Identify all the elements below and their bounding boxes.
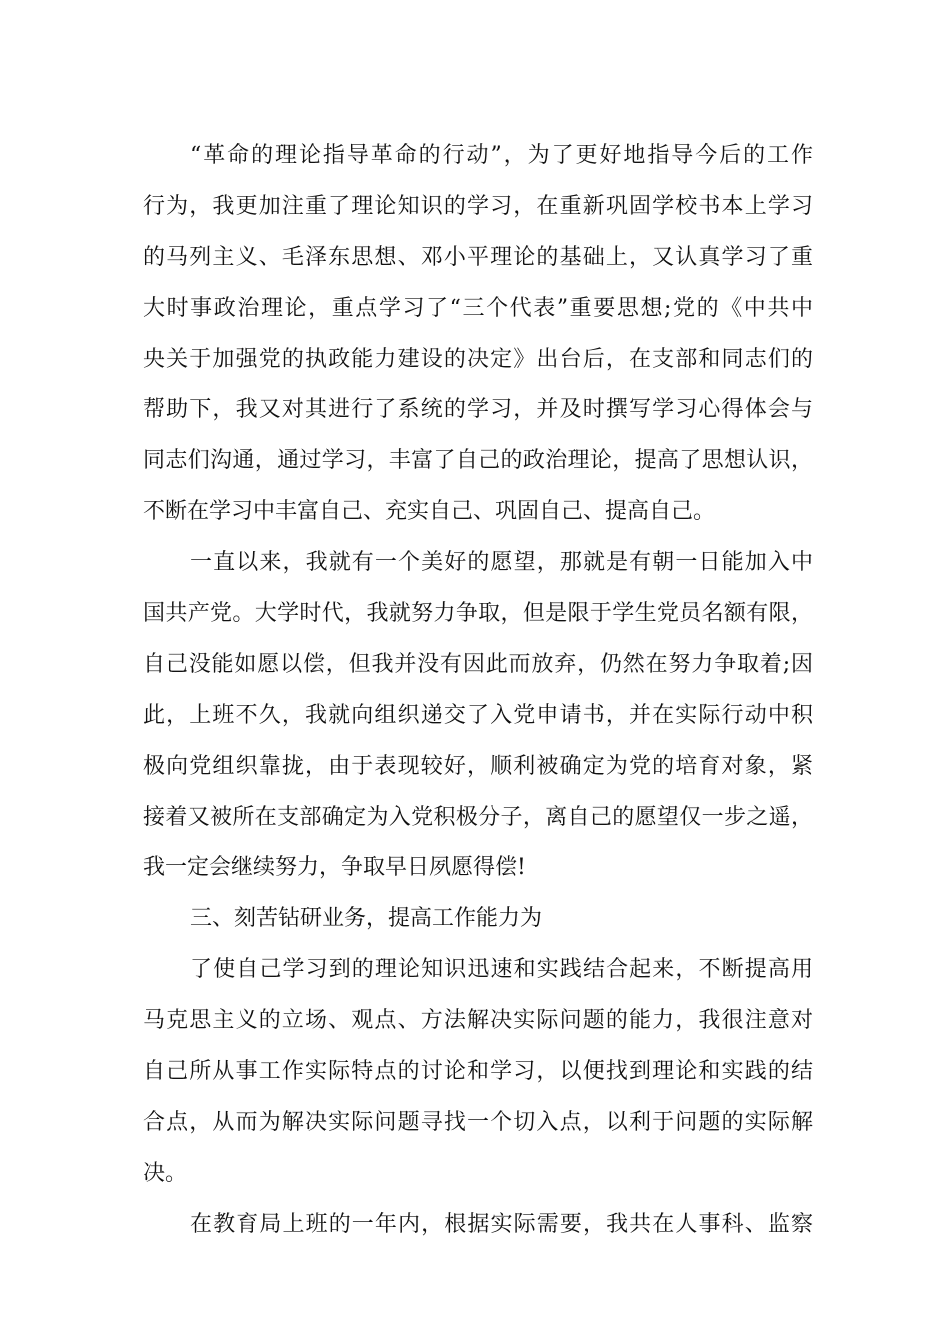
text-line: 了使自己学习到的理论知识迅速和实践结合起来，不断提高用	[190, 957, 813, 983]
text-line: 一直以来，我就有一个美好的愿望，那就是有朝一日能加入中	[190, 550, 813, 576]
document-body	[143, 131, 813, 1251]
text-line: 接着又被所在支部确定为入党积极分子，离自己的愿望仅一步之遥，	[143, 804, 813, 830]
text-line: 不断在学习中丰富自己、充实自己、巩固自己、提高自己。	[143, 499, 716, 525]
text-line: 行为，我更加注重了理论知识的学习，在重新巩固学校书本上学习	[143, 193, 813, 219]
text-line: 帮助下，我又对其进行了系统的学习，并及时撰写学习心得体会与	[143, 397, 813, 423]
text-line: 央关于加强党的执政能力建设的决定》出台后，在支部和同志们的	[143, 346, 813, 372]
text-line: 此，上班不久，我就向组织递交了入党申请书，并在实际行动中积	[143, 702, 813, 728]
text-line: 同志们沟通，通过学习，丰富了自己的政治理论，提高了思想认识，	[143, 448, 813, 474]
text-line: 自己没能如愿以偿，但我并没有因此而放弃，仍然在努力争取着;因	[143, 651, 813, 677]
text-line: 决。	[143, 1160, 188, 1186]
text-line: 极向党组织靠拢，由于表现较好，顺利被确定为党的培育对象，紧	[143, 753, 813, 779]
text-line: 的马列主义、毛泽东思想、邓小平理论的基础上，又认真学习了重	[143, 244, 813, 270]
text-line: 马克思主义的立场、观点、方法解决实际问题的能力，我很注意对	[143, 1008, 813, 1034]
text-line: 三、刻苦钻研业务，提高工作能力为	[190, 906, 543, 932]
text-line: 自己所从事工作实际特点的讨论和学习，以便找到理论和实践的结	[143, 1059, 813, 1085]
text-line: “革命的理论指导革命的行动”，为了更好地指导今后的工作	[190, 143, 813, 168]
text-line: 我一定会继续努力，争取早日夙愿得偿!	[143, 855, 526, 881]
text-line: 大时事政治理论，重点学习了“三个代表”重要思想;党的《中共中	[143, 295, 813, 321]
text-line: 合点，从而为解决实际问题寻找一个切入点，以利于问题的实际解	[143, 1109, 813, 1135]
text-line: 在教育局上班的一年内，根据实际需要，我共在人事科、监察	[190, 1211, 813, 1237]
text-line: 国共产党。大学时代，我就努力争取，但是限于学生党员名额有限，	[143, 601, 813, 627]
